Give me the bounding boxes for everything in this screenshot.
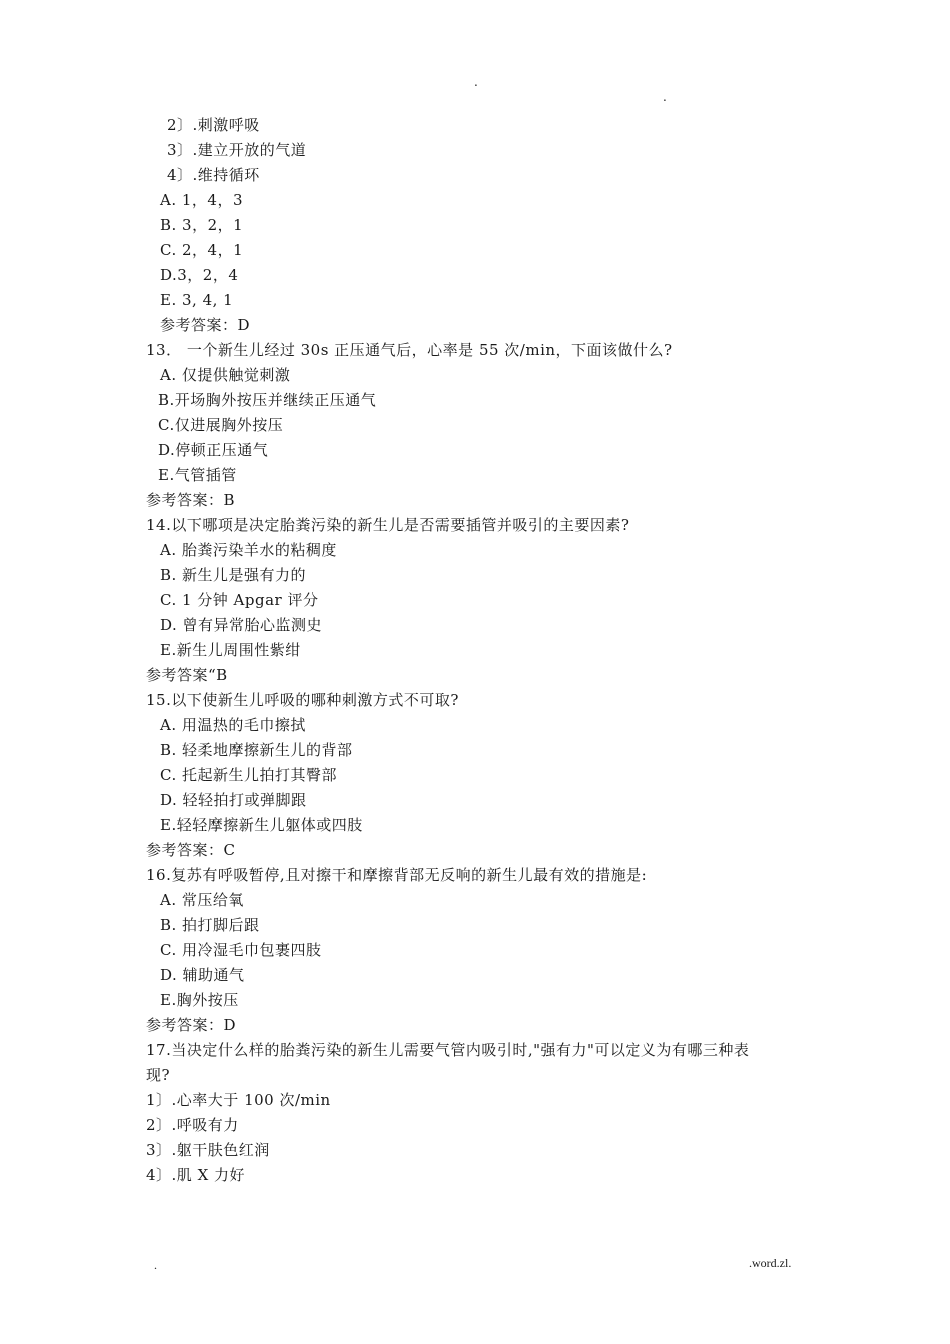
option-line: C.仅进展胸外按压 [158, 416, 284, 434]
option-line: B. 3，2，1 [160, 216, 244, 234]
question-line: 13． 一个新生儿经过 30s 正压通气后，心率是 55 次/min，下面该做什么? [146, 341, 673, 359]
text-line: 4〕.肌 X 力好 [146, 1166, 246, 1184]
option-line: A. 仅提供触觉刺激 [160, 366, 291, 384]
text-line: 1〕.心率大于 100 次/min [146, 1091, 331, 1109]
text-line: 2〕.呼吸有力 [146, 1116, 239, 1134]
answer-line: 参考答案：D [146, 1016, 237, 1034]
option-line: E. 3, 4, 1 [160, 291, 234, 309]
question-line: 17.当决定什么样的胎粪污染的新生儿需要气管内吸引时,"强有力"可以定义为有哪三种表 [146, 1041, 750, 1059]
option-line: B. 新生儿是强有力的 [160, 566, 307, 584]
question-line: 现? [146, 1066, 171, 1084]
answer-line: 参考答案：C [146, 841, 236, 859]
text-line: 4〕.维持循环 [167, 166, 260, 184]
footer-right: .word.zl. [749, 1256, 792, 1270]
option-line: E.气管插管 [158, 466, 237, 484]
answer-line: 参考答案“B [146, 666, 228, 684]
option-line: D. 曾有异常胎心监测史 [160, 616, 323, 634]
option-line: A. 常压给氧 [160, 891, 244, 909]
option-line: D. 辅助通气 [160, 966, 245, 984]
option-line: A. 用温热的毛巾擦拭 [160, 716, 306, 734]
text-line: 3〕.躯干肤色红润 [146, 1141, 270, 1159]
text-line: 2〕.刺激呼吸 [167, 116, 260, 134]
option-line: D.停顿正压通气 [158, 441, 269, 459]
option-line: C. 用冷湿毛巾包裹四肢 [160, 941, 322, 959]
option-line: B.开场胸外按压并继续正压通气 [158, 391, 377, 409]
option-line: D.3，2，4 [160, 266, 239, 284]
option-line: B. 轻柔地摩擦新生儿的背部 [160, 741, 353, 759]
option-line: D. 轻轻拍打或弹脚跟 [160, 791, 307, 809]
header-dot-right: . [663, 90, 667, 104]
option-line: E.胸外按压 [160, 991, 239, 1009]
question-line: 15.以下使新生儿呼吸的哪种刺激方式不可取? [146, 691, 459, 709]
text-line: 3〕.建立开放的气道 [167, 141, 307, 159]
footer-left: . [154, 1258, 157, 1272]
option-line: C. 托起新生儿拍打其臀部 [160, 766, 337, 784]
header-dot-left: . [474, 75, 478, 89]
question-line: 16.复苏有呼吸暂停,且对擦干和摩擦背部无反响的新生儿最有效的措施是: [146, 866, 648, 884]
option-line: C. 1 分钟 Apgar 评分 [160, 591, 319, 609]
question-line: 14.以下哪项是决定胎粪污染的新生儿是否需要插管并吸引的主要因素? [146, 516, 630, 534]
option-line: C. 2，4，1 [160, 241, 244, 259]
option-line: B. 拍打脚后跟 [160, 916, 260, 934]
answer-line: 参考答案：B [146, 491, 236, 509]
option-line: E.新生儿周围性紫绀 [160, 641, 301, 659]
option-line: A. 1，4，3 [160, 191, 243, 209]
option-line: E.轻轻摩擦新生儿躯体或四肢 [160, 816, 363, 834]
option-line: A. 胎粪污染羊水的粘稠度 [160, 541, 337, 559]
answer-line: 参考答案：D [160, 316, 251, 334]
